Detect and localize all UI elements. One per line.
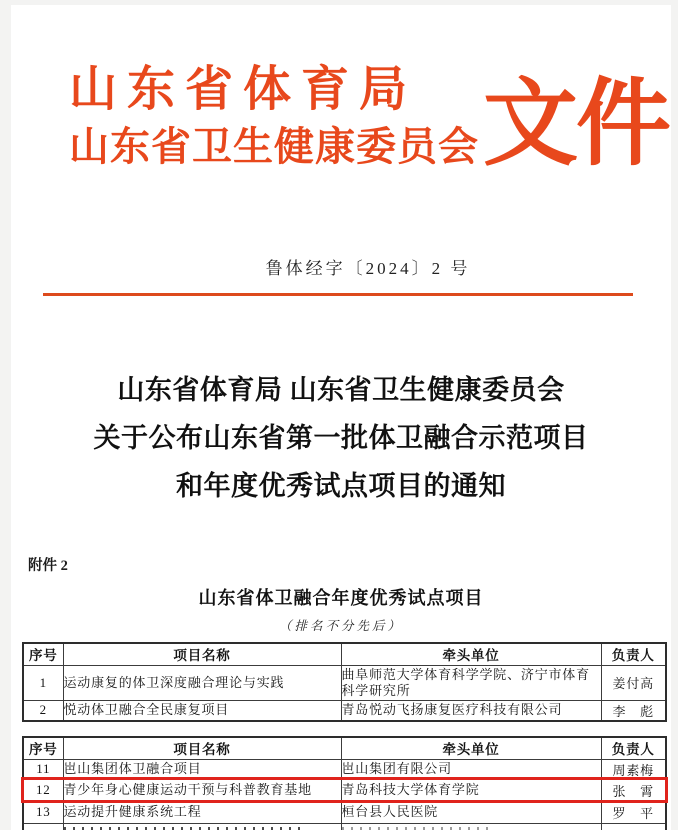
document-title bbox=[11, 366, 671, 510]
title-line-3: 和年度优秀试点项目的通知 bbox=[176, 470, 506, 501]
cell-no: 13 bbox=[23, 801, 63, 823]
column-header-no: 序号 bbox=[23, 737, 63, 760]
org-name-line1: 山东省体育局 bbox=[69, 63, 418, 116]
table-row bbox=[23, 665, 666, 700]
cell-leader: 姜付高 bbox=[601, 665, 666, 700]
table-row-clipped bbox=[23, 823, 666, 830]
letterhead bbox=[69, 61, 671, 178]
table-row bbox=[23, 700, 666, 721]
column-header-no: 序号 bbox=[23, 643, 63, 666]
section-title: 山东省体卫融合年度优秀试点项目 bbox=[198, 587, 484, 608]
section-subtitle: （排名不分先后） bbox=[278, 618, 403, 633]
document-label: 文件 bbox=[483, 71, 670, 178]
red-divider-line bbox=[43, 293, 633, 296]
attachment-label: 附件 2 bbox=[28, 557, 68, 574]
cell-project-name: 运动康复的体卫深度融合理论与实践 bbox=[63, 665, 341, 700]
cell-project-name: 运动提升健康系统工程 bbox=[63, 801, 341, 823]
cell-leader: 罗 平 bbox=[601, 801, 666, 823]
cell-lead-unit: 岜山集团有限公司 bbox=[341, 759, 601, 779]
cell-lead-unit: 曲阜师范大学体育科学学院、济宁市体育科学研究所 bbox=[341, 665, 601, 700]
cell-lead-unit: 桓台县人民医院 bbox=[341, 801, 601, 823]
column-header-project: 项目名称 bbox=[63, 737, 341, 760]
title-line-1: 山东省体育局 山东省卫生健康委员会 bbox=[117, 374, 565, 405]
column-header-project: 项目名称 bbox=[63, 643, 341, 666]
clipped-text bbox=[64, 827, 302, 830]
cell-project-name: 岜山集团体卫融合项目 bbox=[63, 759, 341, 779]
column-header-unit: 牵头单位 bbox=[341, 643, 601, 666]
cell-project-name: 悦动体卫融合全民康复项目 bbox=[63, 700, 341, 721]
clipped-text bbox=[342, 827, 492, 830]
table-header-row bbox=[23, 643, 666, 666]
letterhead-org-names bbox=[69, 61, 479, 172]
title-line-2: 关于公布山东省第一批体卫融合示范项目 bbox=[93, 422, 589, 453]
table-row-highlighted bbox=[23, 779, 666, 801]
document-number: 鲁体经字〔2024〕2 号 bbox=[265, 258, 471, 278]
table-header-row bbox=[23, 737, 666, 760]
cell-project-name bbox=[63, 823, 341, 830]
projects-table-first bbox=[22, 642, 667, 722]
cell-no bbox=[23, 823, 63, 830]
cell-no: 1 bbox=[23, 665, 63, 700]
cell-leader bbox=[601, 823, 666, 830]
column-header-leader: 负责人 bbox=[601, 643, 666, 666]
column-header-leader: 负责人 bbox=[601, 737, 666, 760]
cell-leader: 李 彪 bbox=[601, 700, 666, 721]
cell-leader: 张 霄 bbox=[601, 779, 666, 801]
cell-no: 11 bbox=[23, 759, 63, 779]
cell-project-name: 青少年身心健康运动干预与科普教育基地 bbox=[63, 779, 341, 801]
projects-table-second bbox=[22, 736, 667, 830]
table-row bbox=[23, 759, 666, 779]
table-row bbox=[23, 801, 666, 823]
cell-no: 12 bbox=[23, 779, 63, 801]
cell-lead-unit: 青岛悦动飞扬康复医疗科技有限公司 bbox=[341, 700, 601, 721]
cell-lead-unit: 青岛科技大学体育学院 bbox=[341, 779, 601, 801]
column-header-unit: 牵头单位 bbox=[341, 737, 601, 760]
document-page bbox=[11, 5, 671, 830]
cell-lead-unit bbox=[341, 823, 601, 830]
cell-no: 2 bbox=[23, 700, 63, 721]
org-name-line2: 山东省卫生健康委员会 bbox=[69, 123, 479, 169]
cell-leader: 周素梅 bbox=[601, 759, 666, 779]
